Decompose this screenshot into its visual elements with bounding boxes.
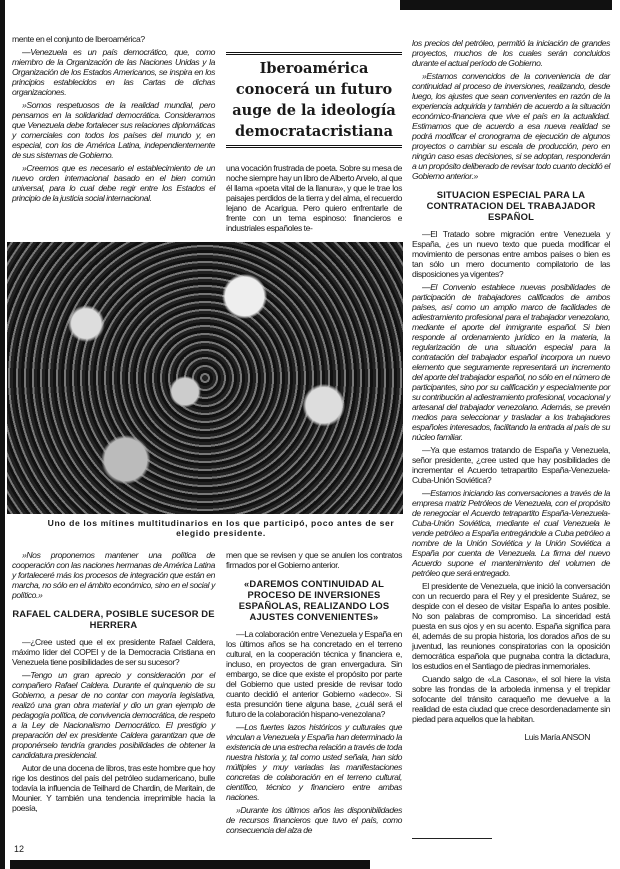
column-1-bottom [12, 550, 215, 816]
subheading-trabajador: SITUACION ESPECIAL PARA LA CONTRATACION DEL TRABAJADOR ESPAÑOL [426, 189, 596, 222]
top-decorative-bar [400, 0, 612, 10]
column-2-bottom [226, 550, 402, 838]
photo-caption: Uno de los mítines multitudinarios en los que participó, poco antes de ser elegido presidente. [47, 518, 395, 538]
paragraph: »Estamos convencidos de la conveniencia de dar continuidad al proceso de inversiones, realizando, desde luego, los ajustes que sean convenientes en razón de la experiencia adquirida y también de acuerdo a la situación económico-financiera que vive el país en la actualidad. Estimamos que de acuerdo a esa nueva realidad se podrá modificar el cronograma de ejecución de algunos proyectos o cambiar su escala de producción, pero en ningún caso esas decisiones, si se adoptan, responderán a un propósito deliberado de revisar todo cuanto decidió el Gobierno anterior.» [412, 71, 610, 181]
column-2-top [226, 163, 402, 236]
paragraph: Cuando salgo de «La Casona», el sol hiere la vista sobre las frondas de la arboleda inmensa y el trepidar sofocante del tránsito caraqueño me devuelve a la realidad de esta ciudad que crece desordenadamente sin piedad para aquellos que la habitan. [412, 674, 610, 724]
paragraph: Autor de una docena de libros, tras este hombre que hoy rige los destinos del país del petróleo sudamericano, bulle todavía la influencia de Teilhard de Chardin, de Maritain, de Mounier. Y también una tendencia irreprimible hacia la poesía, [12, 763, 215, 813]
paragraph: —Estamos iniciando las conversaciones a través de la empresa matriz Petróleos de Venezuela, con el propósito de renegociar el Acuerdo tetrapartito España-Venezuela-Cuba-Unión Soviética, mediante el cual Venezuela le vende petróleo a España entregándole a Cuba petróleo a nombre de la Unión Soviética y la Unión Soviética a España por cuenta de Venezuela. La firma del nuevo Acuerdo supone el mantenimiento del volumen de petróleo que será entregado. [412, 488, 610, 578]
paragraph: una vocación frustrada de poeta. Sobre su mesa de noche siempre hay un libro de Alberto Arvelo, al que él llama «poeta vital de la llanura», y que le trae los paisajes perdidos de la tierra y del alma, el recuerdo lejano de Acarigua. Pero quiero enfrentarle de frente con un tema espinoso: financieros e industriales españoles te- [226, 163, 402, 233]
page-number: 12 [14, 844, 25, 854]
paragraph: —El Tratado sobre migración entre Venezuela y España, ¿es un nuevo texto que pueda modificar el movimiento de personas entre ambos países o bien es tan sólo un mero documento compilatorio de las disposiciones ya vigentes? [412, 229, 610, 279]
paragraph: los precios del petróleo, permitió la iniciación de grandes proyectos, muchos de los cuales serán concluidos durante el actual período de Gobierno. [412, 38, 610, 68]
paragraph: —La colaboración entre Venezuela y España en los últimos años se ha concretado en el terreno cultural, en la cooperación técnica y financiera e, incluso, en proyectos de gran envergadura. Sin embargo, se dice que existe el propósito por parte del Gobierno que usted preside de revisar todo cuanto decidió el anterior Gobierno «adeco». Si esta presunción tiene alguna base, ¿cuál será el futuro de la colaboración hispano-venezolana? [226, 629, 402, 719]
paragraph: —El Convenio establece nuevas posibilidades de participación de trabajadores calificados de ambos países, así como un amplio marco de facilidades de adiestramiento profesional para el trabajador venezolano, mediante el aporte del inmigrante español. Si bien responde al ordenamiento jurídico en la materia, la regularización de una situación especial para la contratación del trabajador español incorpora un nuevo elemento que seguramente representará un incremento del aporte del trabajador español, no sólo en el número de participantes, sino por su calificación y especialmente por su contribución al adiestramiento profesional, vocacional y artesanal del trabajador venezolano. Además, se prevén medios para seleccionar y trasladar a los trabajadores españoles interesados, facilitando la entrada al país de su núcleo familiar. [412, 282, 610, 442]
column-3 [412, 38, 610, 742]
article-headline: Iberoamérica conocerá un futuro auge de la ideología democratacristiana [226, 52, 402, 148]
author-signature: Luis María ANSON [524, 732, 590, 742]
divider [412, 838, 492, 839]
rally-crowd-photo [7, 242, 403, 514]
page-edge-bar [0, 0, 5, 869]
subheading-caldera: RAFAEL CALDERA, POSIBLE SUCESOR DE HERRERA [12, 608, 215, 630]
bottom-decorative-bar [10, 860, 370, 869]
paragraph: —Ya que estamos tratando de España y Venezuela, señor presidente, ¿cree usted que hay posibilidades de incrementar el Acuerdo tetrapartito España-Venezuela-Cuba-Unión Soviética? [412, 445, 610, 485]
paragraph: —Venezuela es un país democrático, que, como miembro de la Organización de las Naciones Unidas y la Organización de los Estados Americanos, se inspira en los principios establecidos en las Cartas de dichas organizaciones. [12, 47, 215, 97]
paragraph: —Los fuertes lazos históricos y culturales que vinculan a Venezuela y España han determinado la existencia de una estrecha relación a través de toda nuestra historia y, tal como usted señala, han sido múltiples y muy variadas las manifestaciones concretas de colaboración en el terreno cultural, científico, técnico y financiero entre ambas naciones. [226, 722, 402, 802]
paragraph: men que se revisen y que se anulen los contratos firmados por el Gobierno anterior. [226, 550, 402, 570]
column-1-top [12, 34, 215, 206]
paragraph: El presidente de Venezuela, que inició la conversación con un recuerdo para el Rey y el presidente Suárez, se despide con el deseo de visitar España lo antes posible. No son palabras de compromiso. La sinceridad está puesta en sus ojos y en su acento. España significa para él, además de su propia historia, los dorados años de su juventud, las reuniones conspiratorias con la oposición democrática española que pugnaba contra la dictadura, los estudios en el Santiago de piedras inmemoriales. [412, 581, 610, 671]
paragraph: mente en el conjunto de Iberoamérica? [12, 34, 145, 44]
paragraph: »Nos proponemos mantener una política de cooperación con las naciones hermanas de América Latina y fortaleceré más los procesos de integración que están en marcha, no sólo en el ámbito económico, sino en el social y político.» [12, 550, 215, 600]
paragraph: —Tengo un gran aprecio y consideración por el compañero Rafael Caldera. Durante el quinquenio de su Gobierno, a pesar de no contar con mayoría legislativa, realizó una gran obra material y dio un gran ejemplo de pedagogía política, de convivencia democrática, de respeto a la Ley de Nacionalismo Democrático. El prestigio y preparación del ex presidente Caldera garantizan que de proponérselo tendría grandes posibilidades de obtener la candidatura presidencial. [12, 670, 215, 760]
subheading-inversiones: «DAREMOS CONTINUIDAD AL PROCESO DE INVERSIONES ESPAÑOLAS, REALIZANDO LOS AJUSTES CONVENIENTES» [238, 578, 390, 622]
paragraph: »Creemos que es necesario el establecimiento de un nuevo orden internacional basado en el bien común universal, para lo cual debe regir entre los Estados el principio de la justicia social internacional. [12, 163, 215, 203]
paragraph: »Somos respetuosos de la realidad mundial, pero pensamos en la solidaridad democrática. Consideramos que Venezuela debe fortalecer sus relaciones diplomáticas y comerciales con todos los países del mundo y, en especial, con los de América Latina, independientemente de sus sistemas de Gobierno. [12, 100, 215, 160]
paragraph: —¿Cree usted que el ex presidente Rafael Caldera, máximo líder del COPEI y de la Democracia Cristiana en Venezuela tiene posibilidades de ser su sucesor? [12, 637, 215, 667]
paragraph: »Durante los últimos años las disponibilidades de recursos financieros que tuvo el país, como consecuencia del alza de [226, 805, 402, 835]
